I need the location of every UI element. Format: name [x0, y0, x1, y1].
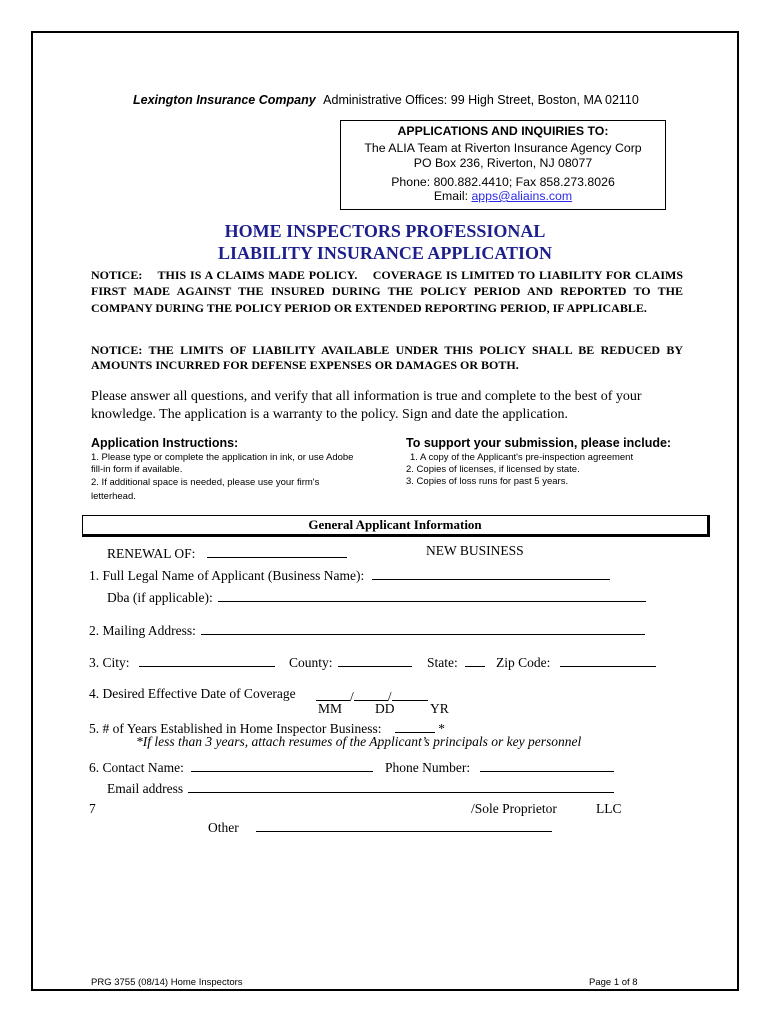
city-field[interactable]: [139, 652, 275, 667]
instructions-heading: Application Instructions:: [91, 436, 239, 450]
contact-name-label: 6. Contact Name:: [89, 760, 184, 775]
contact-phone: Phone: 800.882.4410; Fax 858.273.8026: [391, 175, 615, 189]
support-item-3: 3. Copies of loss runs for past 5 years.: [406, 476, 569, 487]
company-header: [133, 93, 639, 107]
phone-number-row: [385, 757, 614, 776]
zip-row: [496, 652, 656, 671]
date-separator: /: [350, 689, 354, 704]
email-address-row: [107, 778, 614, 797]
business-name-row: [89, 565, 610, 584]
other-label: Other: [208, 820, 239, 835]
section-title: General Applicant Information: [308, 517, 482, 532]
phone-number-label: Phone Number:: [385, 760, 471, 775]
email-link[interactable]: apps@aliains.com: [471, 189, 573, 203]
years-established-label: 5. # of Years Established in Home Inspector Business:: [89, 721, 382, 736]
effective-year-field[interactable]: [392, 686, 428, 701]
contact-line2: PO Box 236, Riverton, NJ 08077: [413, 156, 593, 170]
years-asterisk: *: [438, 721, 445, 736]
title-line1: HOME INSPECTORS PROFESSIONAL: [224, 221, 546, 241]
mailing-address-row: [89, 620, 645, 639]
offices-address: Administrative Offices: 99 High Street, Boston, MA 02110: [323, 93, 639, 107]
years-established-field[interactable]: [395, 718, 435, 733]
other-row: [208, 817, 552, 836]
renewal-field[interactable]: [207, 543, 347, 558]
city-label: 3. City:: [89, 655, 130, 670]
mailing-address-label: 2. Mailing Address:: [89, 623, 196, 638]
county-row: [289, 652, 412, 671]
dba-field[interactable]: [218, 587, 646, 602]
notice-claims-made: NOTICE: THIS IS A CLAIMS MADE POLICY. COVERAGE IS LIMITED TO LIABILITY FOR CLAIMS FIRST MADE AGAINST THE INSURED DURING THE POLICY PERIOD AND REPORTED TO THE COMPANY DURING THE POLICY PERIOD OR EXTENDED REPORTING PERIOD, IF APPLICABLE.: [91, 268, 686, 315]
phone-number-field[interactable]: [480, 757, 614, 772]
contact-name-field[interactable]: [191, 757, 373, 772]
business-name-label: 1. Full Legal Name of Applicant (Business Name):: [89, 568, 365, 583]
business-name-field[interactable]: [372, 565, 610, 580]
effective-day-field[interactable]: [354, 686, 388, 701]
email-address-field[interactable]: [188, 778, 614, 793]
zip-label: Zip Code:: [496, 655, 551, 670]
support-item-2: 2. Copies of licenses, if licensed by state.: [406, 464, 580, 475]
dba-row: [107, 587, 646, 606]
date-separator: /: [387, 689, 392, 704]
renewal-label: RENEWAL OF:: [107, 546, 196, 561]
dba-label: Dba (if applicable):: [107, 590, 213, 605]
question-7-number: 7: [89, 801, 96, 816]
instruction-item-2: 2. If additional space is needed, please use your firm's letterhead.: [91, 477, 320, 502]
company-name: Lexington Insurance Company: [133, 93, 316, 107]
new-business-label[interactable]: NEW BUSINESS: [426, 543, 524, 558]
footer-form-id: PRG 3755 (08/14) Home Inspectors: [91, 977, 243, 988]
county-field[interactable]: [338, 652, 412, 667]
contact-heading: APPLICATIONS AND INQUIRIES TO:: [397, 124, 609, 138]
intro-text: Please answer all questions, and verify that all information is true and complete to the best of your knowledge. The application is a warranty to the policy. Sign and date the application.: [91, 389, 642, 422]
contact-line1: The ALIA Team at Riverton Insurance Agency Corp: [364, 141, 642, 155]
contact-name-row: [89, 757, 373, 776]
submission-support: [406, 436, 696, 488]
state-field[interactable]: [465, 652, 485, 667]
yr-label: YR: [430, 701, 449, 716]
footer-page-number: Page 1 of 8: [589, 977, 638, 988]
sole-proprietor-option[interactable]: /Sole Proprietor: [471, 801, 557, 816]
email-address-label: Email address: [107, 781, 184, 796]
contact-box: [340, 120, 666, 210]
application-instructions: [91, 436, 361, 504]
effective-month-field[interactable]: [316, 686, 350, 701]
section-header: [82, 515, 710, 537]
years-note: *If less than 3 years, attach resumes of the Applicant’s principals or key personnel: [136, 734, 582, 749]
state-row: [427, 652, 485, 671]
dd-label: DD: [375, 701, 395, 716]
zip-field[interactable]: [560, 652, 656, 667]
llc-option[interactable]: LLC: [596, 801, 622, 816]
mailing-address-field[interactable]: [201, 620, 645, 635]
county-label: County:: [289, 655, 333, 670]
instruction-item-1: 1. Please type or complete the application in ink, or use Adobe fill-in form if available.: [91, 452, 354, 475]
email-label: Email:: [433, 189, 469, 203]
title-line2: LIABILITY INSURANCE APPLICATION: [217, 243, 553, 263]
notice-limits: NOTICE: THE LIMITS OF LIABILITY AVAILABLE UNDER THIS POLICY SHALL BE REDUCED BY AMOUNTS INCURRED FOR DEFENSE EXPENSES OR DAMAGES OR BOTH.: [91, 343, 683, 372]
form-title: [0, 220, 770, 264]
effective-date-label: 4. Desired Effective Date of Coverage: [89, 686, 296, 701]
state-label: State:: [427, 655, 458, 670]
renewal-row: [107, 543, 347, 562]
other-field[interactable]: [256, 817, 552, 832]
support-item-1: 1. A copy of the Applicant's pre-inspection agreement: [410, 452, 634, 463]
mm-label: MM: [318, 701, 343, 716]
support-heading: To support your submission, please include:: [406, 436, 672, 450]
city-row: [89, 652, 275, 671]
